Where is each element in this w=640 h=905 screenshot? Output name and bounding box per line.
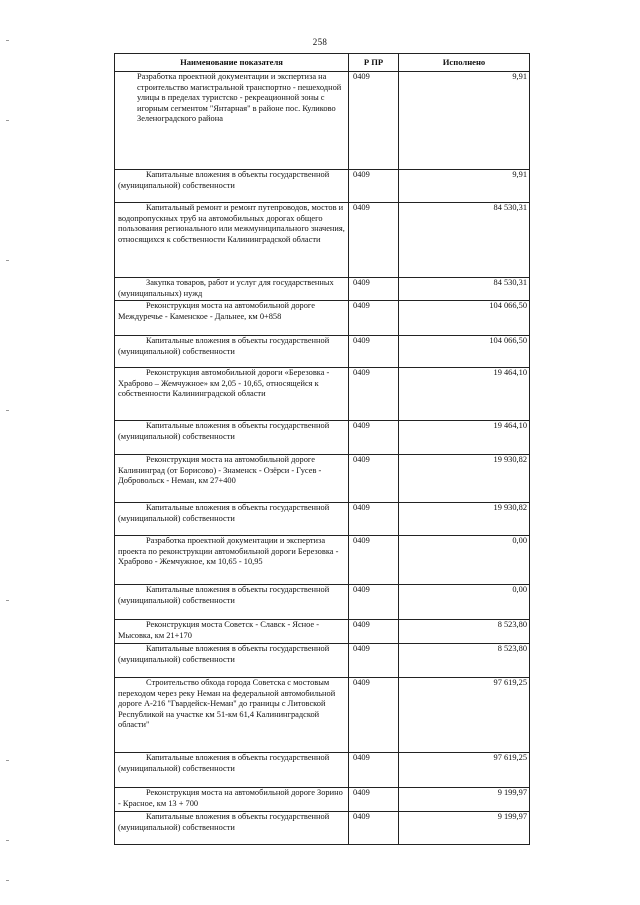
header-executed: Исполнено: [399, 54, 530, 72]
row-executed-value: 0,00: [399, 585, 530, 620]
row-indicator-name: [115, 72, 349, 170]
table-header-row: [115, 54, 530, 72]
row-indicator-text: Капитальные вложения в объекты государственной (муниципальной) собственности: [118, 503, 330, 523]
table-row: [115, 170, 530, 203]
table-row: [115, 585, 530, 620]
row-indicator-text: Капитальные вложения в объекты государственной (муниципальной) собственности: [118, 421, 330, 441]
row-section-code: 0409: [349, 336, 399, 368]
row-indicator-text: Реконструкция автомобильной дороги «Березовка - Храброво – Жемчужное» км 2,05 - 10,65, относящейся к собственности Калининградской области: [118, 368, 330, 399]
table-row: [115, 336, 530, 368]
row-indicator-text: Реконструкция моста на автомобильной дороге Зорино - Красное, км 13 + 700: [118, 788, 343, 808]
row-section-code: 0409: [349, 170, 399, 203]
row-indicator-name: [115, 788, 349, 812]
table-row: [115, 753, 530, 788]
row-indicator-name: [115, 455, 349, 503]
row-section-code: 0409: [349, 72, 399, 170]
row-indicator-text: Закупка товаров, работ и услуг для государственных (муниципальных) нужд: [118, 278, 334, 298]
row-section-code: 0409: [349, 678, 399, 753]
row-executed-value: 8 523,80: [399, 644, 530, 678]
row-executed-value: 8 523,80: [399, 620, 530, 644]
row-indicator-text: Капитальные вложения в объекты государственной (муниципальной) собственности: [118, 585, 330, 605]
row-indicator-text: Капитальные вложения в объекты государственной (муниципальной) собственности: [118, 336, 330, 356]
row-indicator-name: [115, 278, 349, 301]
header-indicator-name: Наименование показателя: [115, 54, 349, 72]
row-indicator-text: Капитальные вложения в объекты государственной (муниципальной) собственности: [118, 753, 330, 773]
row-section-code: 0409: [349, 301, 399, 336]
row-section-code: 0409: [349, 203, 399, 278]
row-section-code: 0409: [349, 644, 399, 678]
table-row: [115, 503, 530, 536]
row-section-code: 0409: [349, 620, 399, 644]
row-section-code: 0409: [349, 368, 399, 421]
header-section-code: Р ПР: [349, 54, 399, 72]
row-indicator-text: Разработка проектной документации и экспертиза проекта по реконструкции автомобильной дороги Березовка - Храброво - Жемчужное, км 10,65 - 10,95: [118, 536, 339, 567]
row-executed-value: 19 464,10: [399, 368, 530, 421]
table-row: [115, 620, 530, 644]
row-executed-value: 9 199,97: [399, 812, 530, 845]
row-indicator-name: [115, 678, 349, 753]
row-executed-value: 9 199,97: [399, 788, 530, 812]
row-indicator-text: Реконструкция моста на автомобильной дороге Междуречье - Каменское - Дальнее, км 0+858: [118, 301, 315, 321]
row-indicator-name: [115, 421, 349, 455]
table-row: [115, 203, 530, 278]
row-indicator-name: [115, 644, 349, 678]
row-indicator-text: Капитальные вложения в объекты государственной (муниципальной) собственности: [118, 644, 330, 664]
row-section-code: 0409: [349, 278, 399, 301]
row-section-code: 0409: [349, 455, 399, 503]
table-row: [115, 812, 530, 845]
table-row: [115, 368, 530, 421]
table-row: [115, 455, 530, 503]
row-indicator-text: Капитальные вложения в объекты государственной (муниципальной) собственности: [118, 812, 330, 832]
row-executed-value: 19 464,10: [399, 421, 530, 455]
row-indicator-name: [115, 368, 349, 421]
row-executed-value: 9,91: [399, 72, 530, 170]
row-executed-value: 84 530,31: [399, 203, 530, 278]
row-indicator-name: [115, 812, 349, 845]
row-executed-value: 84 530,31: [399, 278, 530, 301]
row-indicator-text: Разработка проектной документации и экспертиза на строительство магистральной транспортно - пешеходной улицы в пределах туристско - рекреационной зоны с игорным сегментом "Янтарная" в районе пос. Куликово Зеленоградского района: [137, 72, 342, 124]
row-indicator-name: [115, 336, 349, 368]
row-section-code: 0409: [349, 503, 399, 536]
table-row: [115, 278, 530, 301]
row-executed-value: 19 930,82: [399, 503, 530, 536]
table-row: [115, 678, 530, 753]
table-row: [115, 536, 530, 585]
row-indicator-name: [115, 203, 349, 278]
budget-execution-table: [114, 53, 530, 845]
row-indicator-text: Реконструкция моста Советск - Славск - Ясное - Мысовка, км 21+170: [118, 620, 320, 640]
row-executed-value: 19 930,82: [399, 455, 530, 503]
row-section-code: 0409: [349, 585, 399, 620]
page-number: 258: [312, 37, 328, 47]
row-executed-value: 97 619,25: [399, 753, 530, 788]
row-section-code: 0409: [349, 788, 399, 812]
row-indicator-name: [115, 301, 349, 336]
table-row: [115, 72, 530, 170]
row-indicator-text: Капитальный ремонт и ремонт путепроводов, мостов и водопропускных труб на автомобильных дорогах общего пользования регионального или межмуниципального значения, относящихся к собственности Калининградской области: [118, 203, 345, 244]
row-indicator-name: [115, 620, 349, 644]
row-section-code: 0409: [349, 753, 399, 788]
row-executed-value: 104 066,50: [399, 301, 530, 336]
row-indicator-name: [115, 536, 349, 585]
row-indicator-text: Капитальные вложения в объекты государственной (муниципальной) собственности: [118, 170, 330, 190]
row-executed-value: 9,91: [399, 170, 530, 203]
row-executed-value: 0,00: [399, 536, 530, 585]
row-indicator-text: Строительство обхода города Советска с мостовым переходом через реку Неман на федеральной автомобильной дороге А-216 "Гвардейск-Неман" до границы с Литовской Республикой на участке км 51-км 61,4 Калининградской области": [118, 678, 336, 730]
row-indicator-text: Реконструкция моста на автомобильной дороге Калининград (от Борисово) - Знаменск - Озёрси - Гусев - Добровольск - Неман, км 27+400: [118, 455, 322, 486]
table-row: [115, 788, 530, 812]
table-body: [115, 72, 530, 845]
row-section-code: 0409: [349, 536, 399, 585]
row-executed-value: 104 066,50: [399, 336, 530, 368]
table-row: [115, 421, 530, 455]
row-executed-value: 97 619,25: [399, 678, 530, 753]
scan-margin-marks: [6, 0, 12, 905]
row-indicator-name: [115, 585, 349, 620]
table-row: [115, 644, 530, 678]
row-indicator-name: [115, 753, 349, 788]
row-section-code: 0409: [349, 812, 399, 845]
table-row: [115, 301, 530, 336]
row-section-code: 0409: [349, 421, 399, 455]
row-indicator-name: [115, 503, 349, 536]
row-indicator-name: [115, 170, 349, 203]
